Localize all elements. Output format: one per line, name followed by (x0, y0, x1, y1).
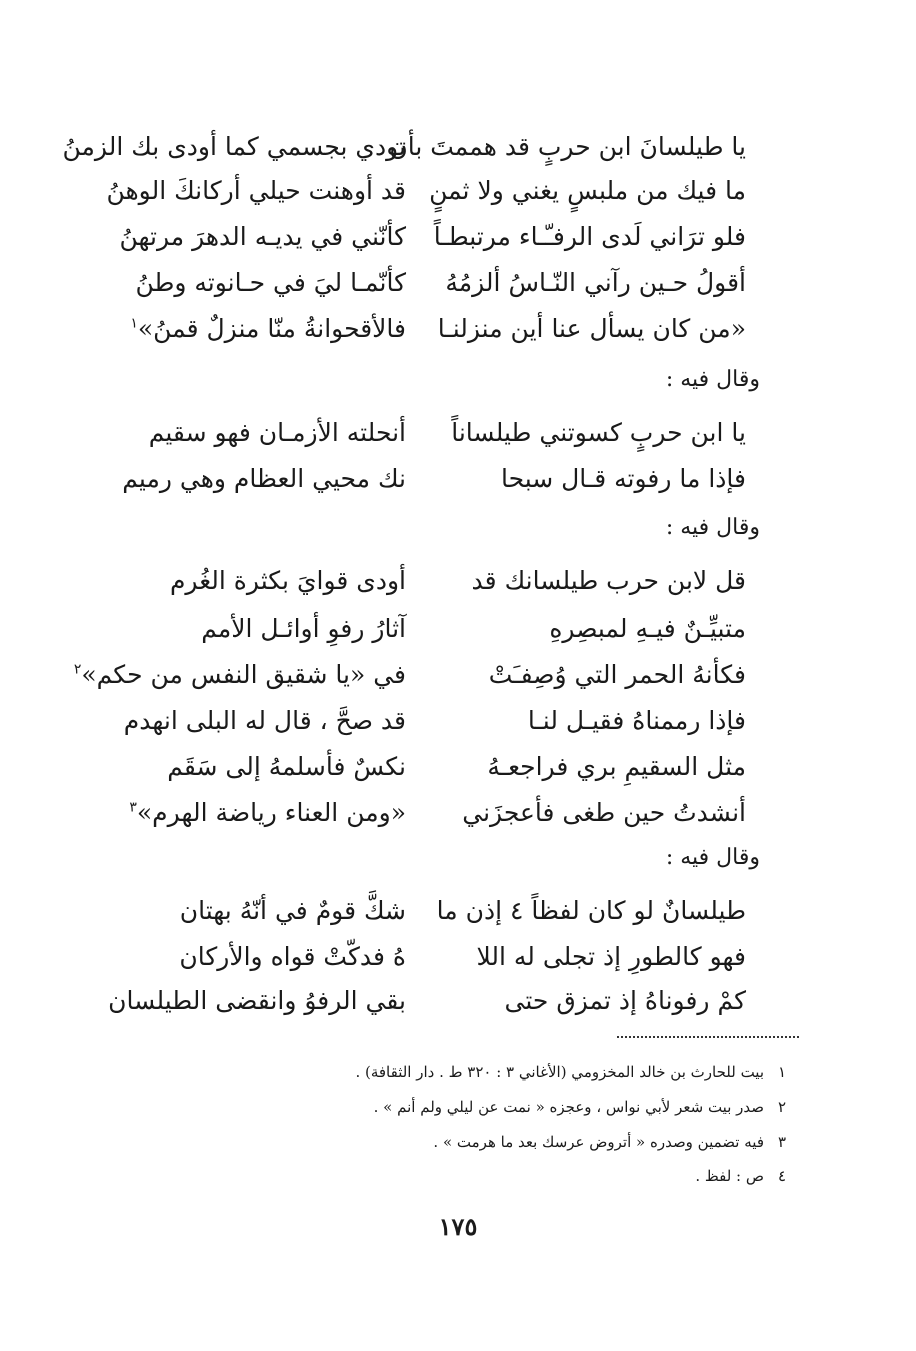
verse-first-hemistich: فكأنهُ الحمر التي وُصِفـَتْ (488, 660, 746, 689)
verse-first-hemistich: ما فيك من ملبسٍ يغني ولا ثمنٍ (429, 176, 746, 205)
verse-first-hemistich: فلو ترَاني لَدى الرفـّـاء مرتبطـاً (433, 222, 746, 251)
verse-line (122, 456, 746, 502)
verse-second-hemistich (129, 790, 406, 836)
verse-line (130, 306, 746, 352)
footnote-text: صدر بيت شعر لأبي نواس ، وعجزه « نمت عن ليلي ولم أنم » . (373, 1098, 764, 1116)
hemistich-text: قد أوهنت حيلي أركانكَ الوهنُ (106, 176, 406, 205)
hemistich-text: بقي الرفوُ وانقضى الطيلسان (108, 986, 406, 1015)
verse-line (136, 606, 746, 652)
hemistich-text: في «يا شقيق النفس من حكم» (81, 660, 406, 689)
hemistich-text: قد صحَّ ، قال له البلى انهدم (123, 706, 406, 735)
hemistich-text: «ومن العناء رياضة الهرم» (136, 798, 406, 827)
section-intro: وقال فيه : (665, 845, 760, 870)
hemistich-text: نكسٌ فأسلمهُ إلى سَقَم (167, 752, 406, 781)
footnote-ref: ٣ (129, 799, 137, 816)
verse-line (129, 790, 746, 836)
hemistich-text: أودى قوايَ بكثرة الغُرم (169, 566, 406, 595)
verse-second-hemistich (167, 744, 406, 790)
verse-line (106, 168, 746, 214)
verse-line (136, 410, 746, 456)
verse-line (108, 978, 746, 1024)
verse-line (136, 260, 746, 306)
verse-second-hemistich (180, 888, 406, 934)
verse-first-hemistich: طيلسانٌ لو كان لفظاً ٤ إذن ما (436, 896, 746, 925)
footnote-ref: ١ (130, 315, 138, 332)
verse-second-hemistich (149, 410, 406, 456)
hemistich-text: كأنّني في يديـه الدهرَ مرتهنُ (119, 222, 406, 251)
verse-line (136, 744, 746, 790)
hemistich-text: تودي بجسمي كما أودى بك الزمنُ (62, 132, 406, 161)
verse-second-hemistich (170, 558, 406, 604)
footnote-text: فيه تضمين وصدره « أتروض عرسك بعد ما هرمت » . (433, 1133, 764, 1151)
page-number: ١٧٥ (438, 1212, 478, 1241)
footnote-number: ٣ (777, 1133, 786, 1151)
verse-second-hemistich (179, 934, 406, 980)
verse-first-hemistich: فهو كالطورِ إذ تجلى له اللا (476, 942, 746, 971)
footnote (374, 1093, 786, 1121)
verse-second-hemistich (135, 260, 406, 306)
hemistich-text: أنحلته الأزمـان فهو سقيم (148, 418, 406, 447)
verse-line (136, 558, 746, 604)
footnote-number: ١ (777, 1063, 786, 1081)
verse-line (62, 124, 746, 170)
verse-line (136, 934, 746, 980)
verse-line (136, 888, 746, 934)
hemistich-text: شكَّ قومٌ في أنّهُ بهتان (179, 896, 406, 925)
footnote-separator (617, 1036, 799, 1038)
hemistich-text: فالأقحوانةُ منّا منزلٌ قمنُ» (137, 314, 406, 343)
verse-first-hemistich: قل لابن حرب طيلسانك قد (471, 566, 746, 595)
verse-line (73, 652, 746, 698)
verse-first-hemistich: أنشدتُ حين طغى فأعجزَني (462, 798, 746, 827)
verse-first-hemistich: أقولُ حـين رآني النّـاسُ ألزمُهُ (445, 268, 746, 297)
footnote (355, 1058, 786, 1086)
verse-second-hemistich (74, 652, 406, 698)
verse-second-hemistich (106, 168, 406, 214)
hemistich-text: هُ فدكّتْ قواه والأركان (179, 942, 406, 971)
footnote-text: ص : لفظ . (695, 1167, 764, 1185)
verse-first-hemistich: يا ابن حربٍ كسوتني طيلساناً (451, 418, 746, 447)
footnote-number: ٤ (777, 1167, 786, 1185)
footnote-ref: ٢ (73, 661, 82, 678)
verse-first-hemistich: متبيِّـنٌ فيـهِ لمبصِرهِ (549, 614, 746, 643)
section-intro: وقال فيه : (665, 515, 760, 540)
verse-second-hemistich (119, 214, 406, 260)
hemistich-text: كأنّمـا ليَ في حـانوته وطنُ (135, 268, 406, 297)
verse-first-hemistich: فإذا رممناهُ فقيـل لنـا (527, 706, 746, 735)
verse-line (119, 214, 746, 260)
footnote (695, 1162, 786, 1190)
verse-second-hemistich (63, 124, 407, 170)
verse-line (123, 698, 746, 744)
verse-second-hemistich (130, 306, 406, 352)
verse-first-hemistich: مثل السقيمِ بري فراجعـهُ (487, 752, 746, 781)
verse-second-hemistich (201, 606, 406, 652)
hemistich-text: نك محيي العظام وهي رميم (122, 464, 406, 493)
verse-first-hemistich: كمْ رفوناهُ إذ تمزق حتى (504, 986, 746, 1015)
hemistich-text: آثارُ رفوِ أوائـل الأمم (201, 614, 406, 643)
verse-second-hemistich (108, 978, 406, 1024)
verse-first-hemistich: فإذا ما رفوته قـال سبحا (500, 464, 746, 493)
footnote-number: ٢ (777, 1098, 786, 1116)
verse-first-hemistich: يا طيلسانَ ابن حربٍ قد هممتَ بأن (389, 132, 746, 161)
verse-second-hemistich (122, 456, 406, 502)
verse-second-hemistich (124, 698, 406, 744)
verse-first-hemistich: «من كان يسأل عنا أين منزلنـا (437, 314, 746, 343)
section-intro: وقال فيه : (665, 367, 760, 392)
footnote (433, 1128, 786, 1156)
footnote-text: بيت للحارث بن خالد المخزومي (الأغاني ٣ : ٣٢٠ ط . دار الثقافة) . (355, 1063, 764, 1081)
